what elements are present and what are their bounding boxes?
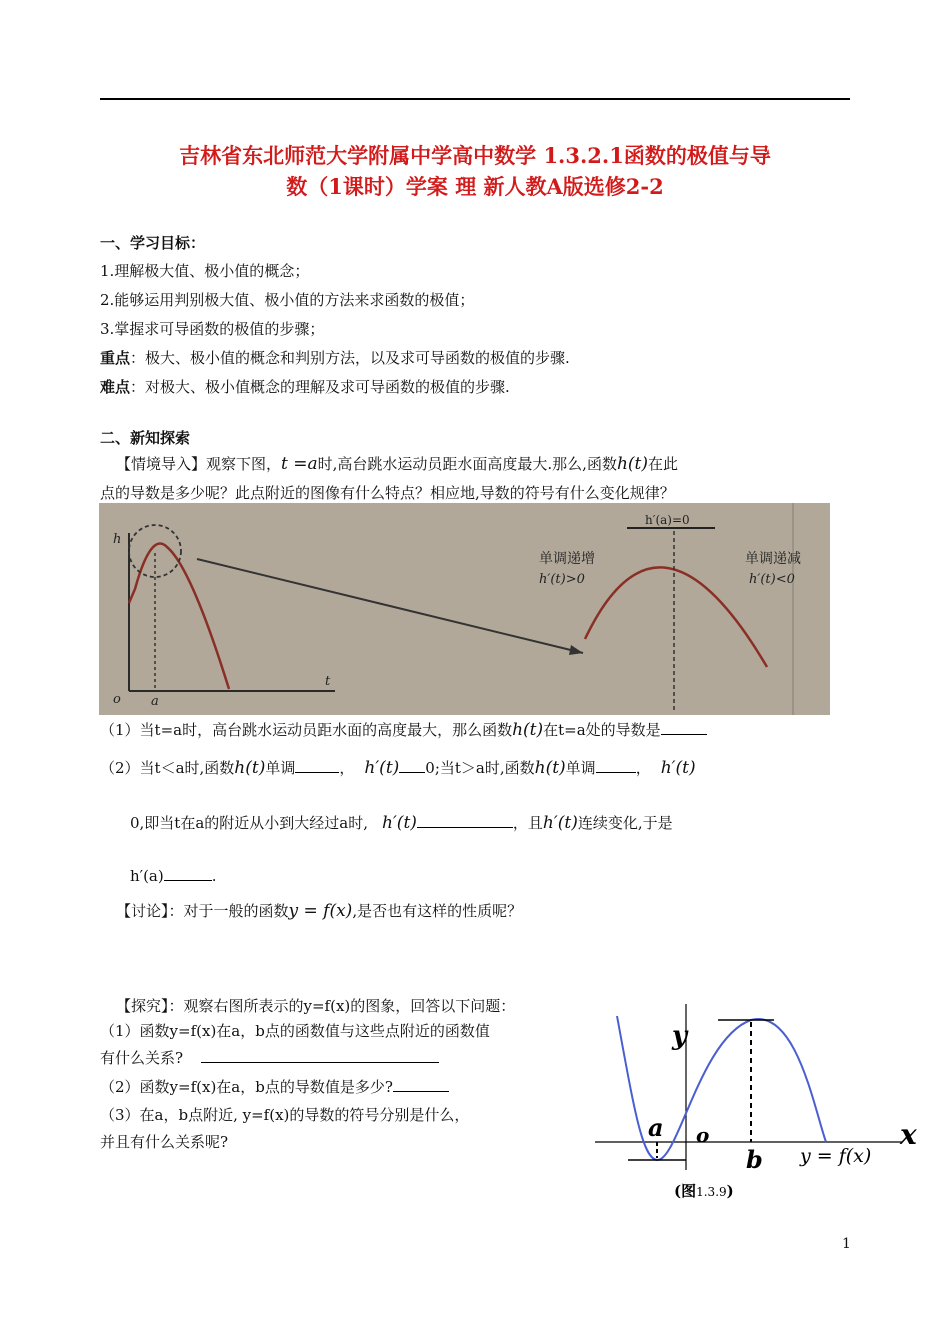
discussion	[116, 900, 522, 921]
explore-q1-line1: （1）函数y=f(x)在a，b点的函数值与这些点附近的函数值	[100, 1022, 490, 1040]
goal-2: 2.能够运用判别极大值、极小值的方法来求函数的极值；	[100, 291, 475, 309]
small-origin-label: o	[113, 692, 121, 707]
q1-blank[interactable]	[661, 720, 707, 735]
explore-q2-blank[interactable]	[393, 1077, 449, 1092]
explore-q2-text: （2）函数y=f(x)在a，b点的导数值是多少?	[100, 1078, 393, 1096]
discussion-text-b: ,是否也有这样的性质呢？	[352, 902, 523, 920]
q2-text-d: 0;当t＞a时,函数	[425, 759, 535, 777]
q1-text-a: （1）当t=a时，高台跳水运动员距水面的高度最大，那么函数	[100, 721, 513, 739]
q2-text-f: ，	[635, 759, 651, 777]
caption-number: 1.3.9	[696, 1185, 727, 1199]
q3-text-b: ，且	[512, 814, 543, 832]
q2-text-c: ，	[339, 759, 355, 777]
intro-math-t: t =a	[281, 454, 318, 474]
q2-blank-1[interactable]	[295, 758, 339, 773]
y-label: y	[672, 1021, 688, 1051]
intro-line-2: 点的导数是多少呢？此点附近的图像有什么特点？相应地,导数的符号有什么变化规律？	[100, 484, 675, 502]
origin-label: o	[696, 1123, 710, 1147]
q2-text-e: 单调	[565, 759, 596, 777]
q3-text-c: 连续变化,于是	[577, 814, 673, 832]
explore-heading: 【探究】：观察右图所表示的y=f(x)的图象，回答以下问题：	[116, 997, 516, 1015]
q2-math-1: h(t)	[234, 758, 266, 778]
discussion-math: y = f(x)	[288, 901, 353, 921]
caption-a: (图	[674, 1182, 697, 1200]
q3-text-a: 0,即当t在a的附近从小到大经过a时,	[130, 814, 368, 832]
q4-blank[interactable]	[164, 866, 212, 881]
diving-height-figure	[99, 503, 830, 715]
question-1	[100, 719, 707, 740]
explore-q3-line1: （3）在a，b点附近, y=f(x)的导数的符号分别是什么，	[100, 1106, 470, 1124]
intro-math-h: h(t)	[616, 454, 648, 474]
increasing-label: 单调递增	[539, 551, 595, 567]
key-label: 重点	[100, 349, 131, 367]
function-label: y = f(x)	[800, 1145, 872, 1167]
section2-heading: 二、新知探索	[100, 429, 191, 447]
intro-text-a: 【情境导入】观察下图，	[116, 455, 282, 473]
q2-math-3: h(t)	[534, 758, 566, 778]
q4-text-a: h′(a)	[130, 867, 164, 885]
question-2	[100, 757, 696, 778]
q2-math-2: h′(t)	[364, 758, 400, 778]
decreasing-label: 单调递减	[745, 551, 801, 567]
caption-c: )	[726, 1182, 734, 1200]
q2-blank-2[interactable]	[399, 758, 425, 773]
explore-q3-line2: 并且有什么关系呢?	[100, 1133, 229, 1151]
intro-text-b: 时,高台跳水运动员距水面高度最大.那么,函数	[317, 455, 617, 473]
page-number: 1	[842, 1236, 851, 1252]
difficulty	[100, 376, 510, 397]
difficulty-label: 难点	[100, 378, 131, 396]
increasing-condition: h′(t)>0	[539, 572, 585, 587]
q4-text-b: .	[211, 867, 217, 885]
goal-3: 3.掌握求可导函数的极值的步骤；	[100, 320, 325, 338]
top-derivative-label: h′(a)=0	[645, 513, 690, 527]
q3-math-2: h′(t)	[542, 813, 578, 833]
function-graph-figure	[590, 998, 932, 1208]
key-point	[100, 347, 570, 368]
difficulty-text: ：对极大、极小值概念的理解及求可导函数的极值的步骤.	[130, 378, 510, 396]
title-line-1: 吉林省东北师范大学附属中学高中数学 1.3.2.1函数的极值与导	[179, 143, 771, 168]
q1-math: h(t)	[512, 720, 544, 740]
q3-blank[interactable]	[417, 813, 513, 828]
small-t-label: t	[325, 674, 331, 689]
a-label: a	[648, 1113, 664, 1142]
q1-text-b: 在t=a处的导数是	[543, 721, 661, 739]
caption	[674, 1182, 734, 1200]
explore-q2	[100, 1076, 449, 1097]
header-rule	[100, 98, 850, 100]
small-h-label: h	[113, 532, 122, 547]
key-text: ：极大、极小值的概念和判别方法，以及求可导函数的极值的步骤.	[130, 349, 570, 367]
decreasing-condition: h′(t)<0	[749, 572, 795, 587]
goal-1: 1.理解极大值、极小值的概念；	[100, 262, 310, 280]
q2-text-b: 单调	[265, 759, 296, 777]
q2-blank-3[interactable]	[596, 758, 636, 773]
x-label: x	[900, 1118, 917, 1151]
section1-heading: 一、学习目标：	[100, 234, 206, 252]
q2-math-4: h′(t)	[660, 758, 696, 778]
q3-math-1: h′(t)	[382, 813, 417, 833]
b-label: b	[746, 1145, 763, 1174]
small-a-label: a	[151, 694, 159, 709]
q2-text-a: （2）当t＜a时,函数	[100, 759, 235, 777]
intro-text-c: 在此	[648, 455, 679, 473]
question-3	[130, 812, 673, 833]
discussion-text-a: 【讨论】：对于一般的函数	[116, 902, 289, 920]
explore-q1-line2	[100, 1047, 439, 1068]
explore-q1-text: 有什么关系?	[100, 1049, 184, 1067]
title-line-2: 数（1课时）学案 理 新人教A版选修2-2	[286, 174, 664, 199]
explore-q1-blank[interactable]	[201, 1048, 439, 1063]
question-4	[130, 866, 217, 885]
intro-line-1	[116, 453, 678, 474]
